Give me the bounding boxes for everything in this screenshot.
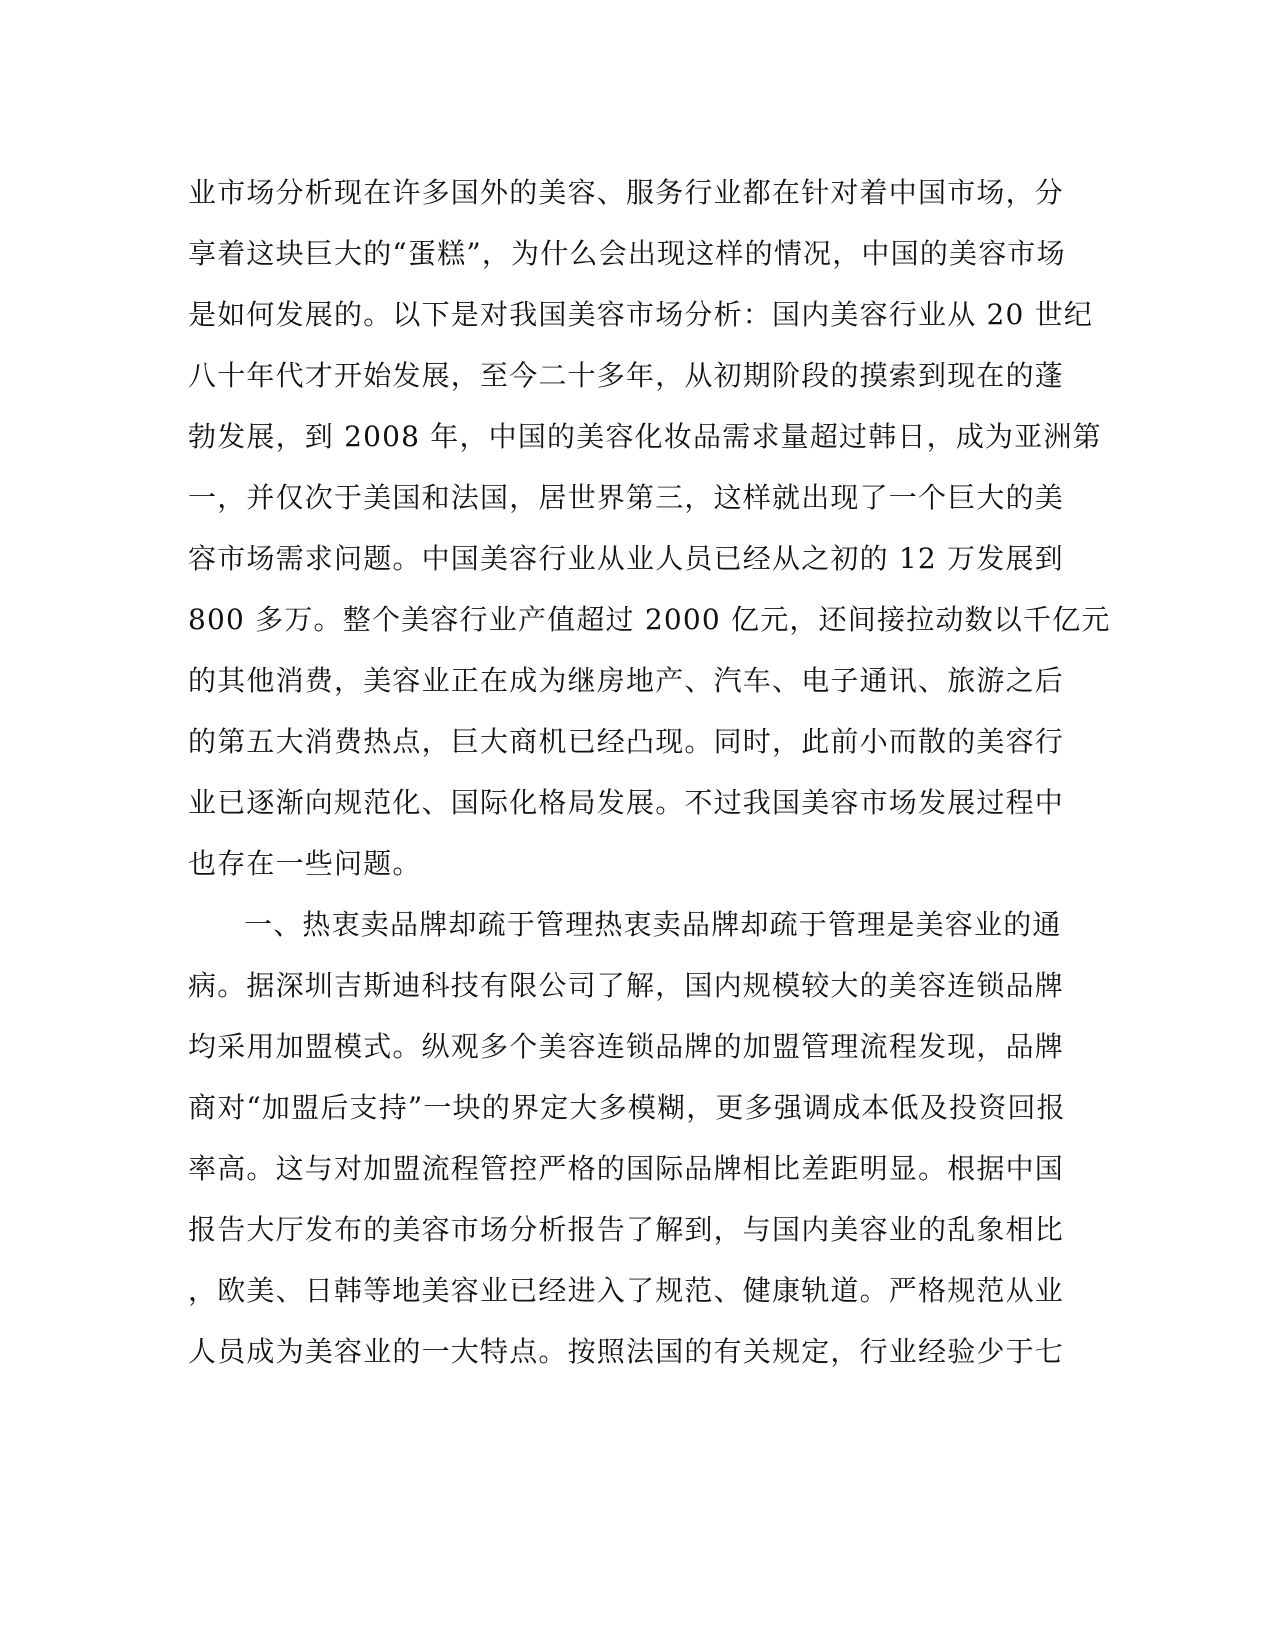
paragraph-line: 容市场需求问题。中国美容行业从业人员已经从之初的 12 万发展到 [188, 542, 1064, 575]
paragraph-line: 一，并仅次于美国和法国，居世界第三，这样就出现了一个巨大的美 [188, 481, 1065, 514]
paragraph-line: 勃发展，到 2008 年，中国的美容化妆品需求量超过韩日，成为亚洲第 [188, 420, 1102, 453]
paragraph-line: 享着这块巨大的“蛋糕”，为什么会出现这样的情况，中国的美容市场 [188, 237, 1066, 270]
paragraph-1 [188, 162, 1111, 894]
paragraph-line: 报告大厅发布的美容市场分析报告了解到，与国内美容业的乱象相比 [188, 1213, 1065, 1246]
paragraph-line: 800 多万。整个美容行业产值超过 2000 亿元，还间接拉动数以千亿元 [188, 603, 1111, 636]
document-body [188, 162, 1111, 1382]
paragraph-line: 是如何发展的。以下是对我国美容市场分析：国内美容行业从 20 世纪 [188, 298, 1094, 331]
paragraph-line: 的第五大消费热点，巨大商机已经凸现。同时，此前小而散的美容行 [188, 725, 1065, 758]
paragraph-line: 的其他消费，美容业正在成为继房地产、汽车、电子通讯、旅游之后 [188, 664, 1065, 697]
paragraph-line: 率高。这与对加盟流程管控严格的国际品牌相比差距明显。根据中国 [188, 1152, 1065, 1185]
paragraph-2 [188, 894, 1088, 1382]
paragraph-line: 业已逐渐向规范化、国际化格局发展。不过我国美容市场发展过程中 [188, 786, 1065, 819]
paragraph-line: 均采用加盟模式。纵观多个美容连锁品牌的加盟管理流程发现，品牌 [188, 1030, 1065, 1063]
paragraph-line: 业市场分析现在许多国外的美容、服务行业都在针对着中国市场，分 [188, 176, 1065, 209]
paragraph-line: 也存在一些问题。 [188, 847, 422, 880]
paragraph-line: 八十年代才开始发展，至今二十多年，从初期阶段的摸索到现在的蓬 [188, 359, 1065, 392]
paragraph-line: ，欧美、日韩等地美容业已经进入了规范、健康轨道。严格规范从业 [188, 1274, 1065, 1307]
paragraph-line: 人员成为美容业的一大特点。按照法国的有关规定，行业经验少于七 [188, 1335, 1065, 1368]
paragraph-line: 商对“加盟后支持”一块的界定大多模糊，更多强调成本低及投资回报 [188, 1091, 1066, 1124]
paragraph-line: 一、热衷卖品牌却疏于管理热衷卖品牌却疏于管理是美容业的通 [244, 908, 1062, 941]
paragraph-line: 病。据深圳吉斯迪科技有限公司了解，国内规模较大的美容连锁品牌 [188, 969, 1065, 1002]
